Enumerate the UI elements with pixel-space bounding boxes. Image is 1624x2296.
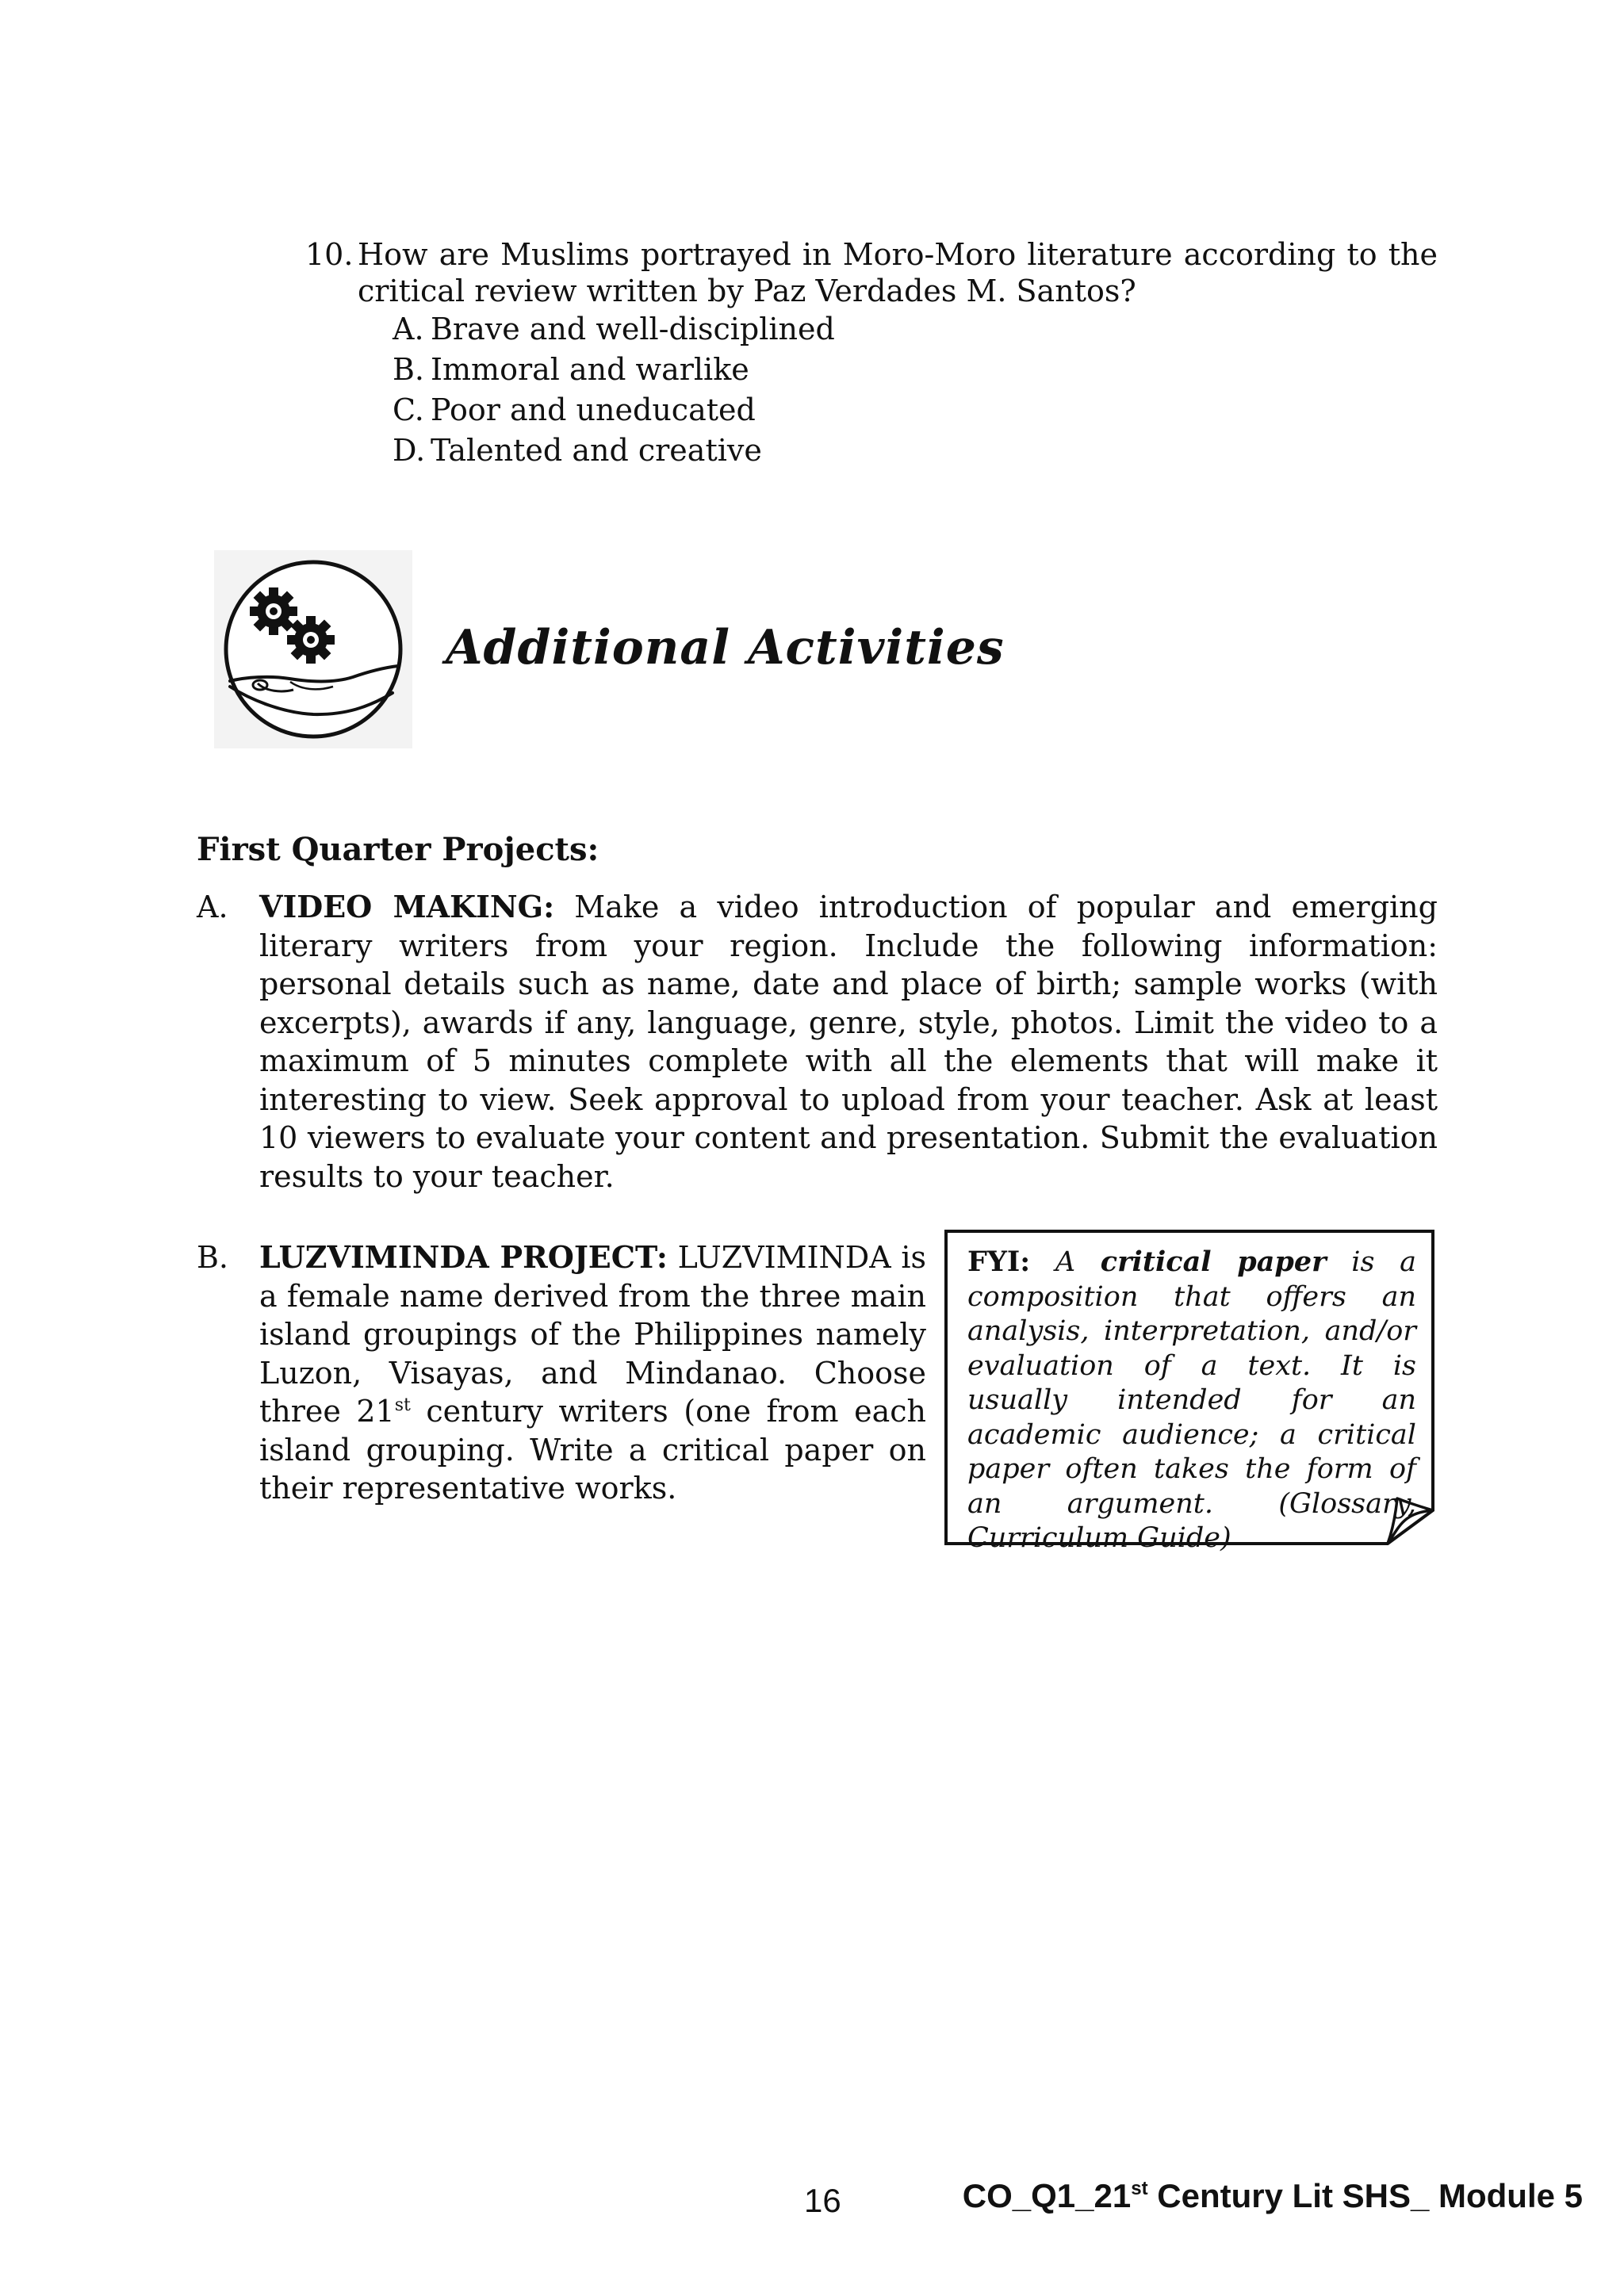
- answer-choices: [393, 309, 1438, 471]
- fyi-term: critical paper: [1100, 1246, 1327, 1278]
- choice-letter: D.: [393, 433, 426, 468]
- choice-text: Immoral and warlike: [431, 352, 749, 387]
- footer-code-suffix: st: [1131, 2178, 1148, 2199]
- choice-letter: B.: [393, 352, 425, 387]
- project-text-continued: century writers (one from each island grouping. Write a critical paper on their representative works.: [259, 1394, 926, 1506]
- project-body: [259, 888, 1438, 1196]
- fyi-text-a: A: [1055, 1246, 1076, 1278]
- choice-letter: A.: [393, 312, 424, 346]
- project-body: [259, 1238, 926, 1508]
- footer-module-code: [963, 2177, 1583, 2215]
- choice-a: [393, 309, 1438, 350]
- page-number: 16: [804, 2182, 841, 2219]
- question-number: 10.: [305, 237, 354, 272]
- choice-b: [393, 350, 1438, 390]
- question-text: How are Muslims portrayed in Moro-Moro literature according to the critical review written by Paz Verdades M. Santos?: [358, 237, 1438, 308]
- project-label: LUZVIMINDA PROJECT:: [259, 1239, 668, 1275]
- question-10: [305, 236, 1438, 471]
- project-label: VIDEO MAKING:: [259, 889, 555, 924]
- project-text: LUZVIMINDA is a female name derived from the three main island groupings of the Philippines namely Luzon, Visayas, and Mindanao. Choose three 21: [259, 1240, 926, 1429]
- choice-text: Poor and uneducated: [431, 392, 756, 427]
- choice-letter: C.: [393, 392, 424, 427]
- footer-code-start: CO_Q1_21: [962, 2177, 1132, 2214]
- choice-d: [393, 430, 1438, 471]
- choice-text: Talented and creative: [431, 433, 762, 468]
- choice-text: Brave and well-disciplined: [431, 312, 835, 346]
- project-text: Make a video introduction of popular and emerging literary writers from your region. Include the following information: personal details such as name, date and place of birth; sample works (with excerpts), awards if any, language, genre, style, photos. Limit the video to a maximum of 5 minutes complete with all the elements that will make it interesting to view. Seek approval to upload from your teacher. Ask at least 10 viewers to evaluate your content and presentation. Submit the evaluation results to your teacher.: [259, 890, 1438, 1194]
- fyi-note-box: [944, 1229, 1435, 1554]
- fyi-label: FYI:: [967, 1246, 1031, 1278]
- fyi-text-b: is a composition that offers an analysis, interpretation, and/or evaluation of a text. It is usually intended for an academic audience; a critical paper often takes the form of an argument. (Glossary, Curriculum Guide): [967, 1246, 1416, 1554]
- fyi-text: [967, 1245, 1416, 1556]
- footer-code-end: Century Lit SHS_ Module 5: [1147, 2177, 1583, 2214]
- section-title: Additional Activities: [446, 620, 1005, 675]
- gears-on-hand-icon: [214, 550, 412, 748]
- project-letter: B.: [197, 1240, 229, 1275]
- question-stem: [305, 236, 1438, 309]
- ordinal-suffix: st: [394, 1395, 411, 1415]
- projects-heading: First Quarter Projects:: [197, 831, 599, 868]
- choice-c: [393, 390, 1438, 430]
- project-letter: A.: [197, 890, 228, 924]
